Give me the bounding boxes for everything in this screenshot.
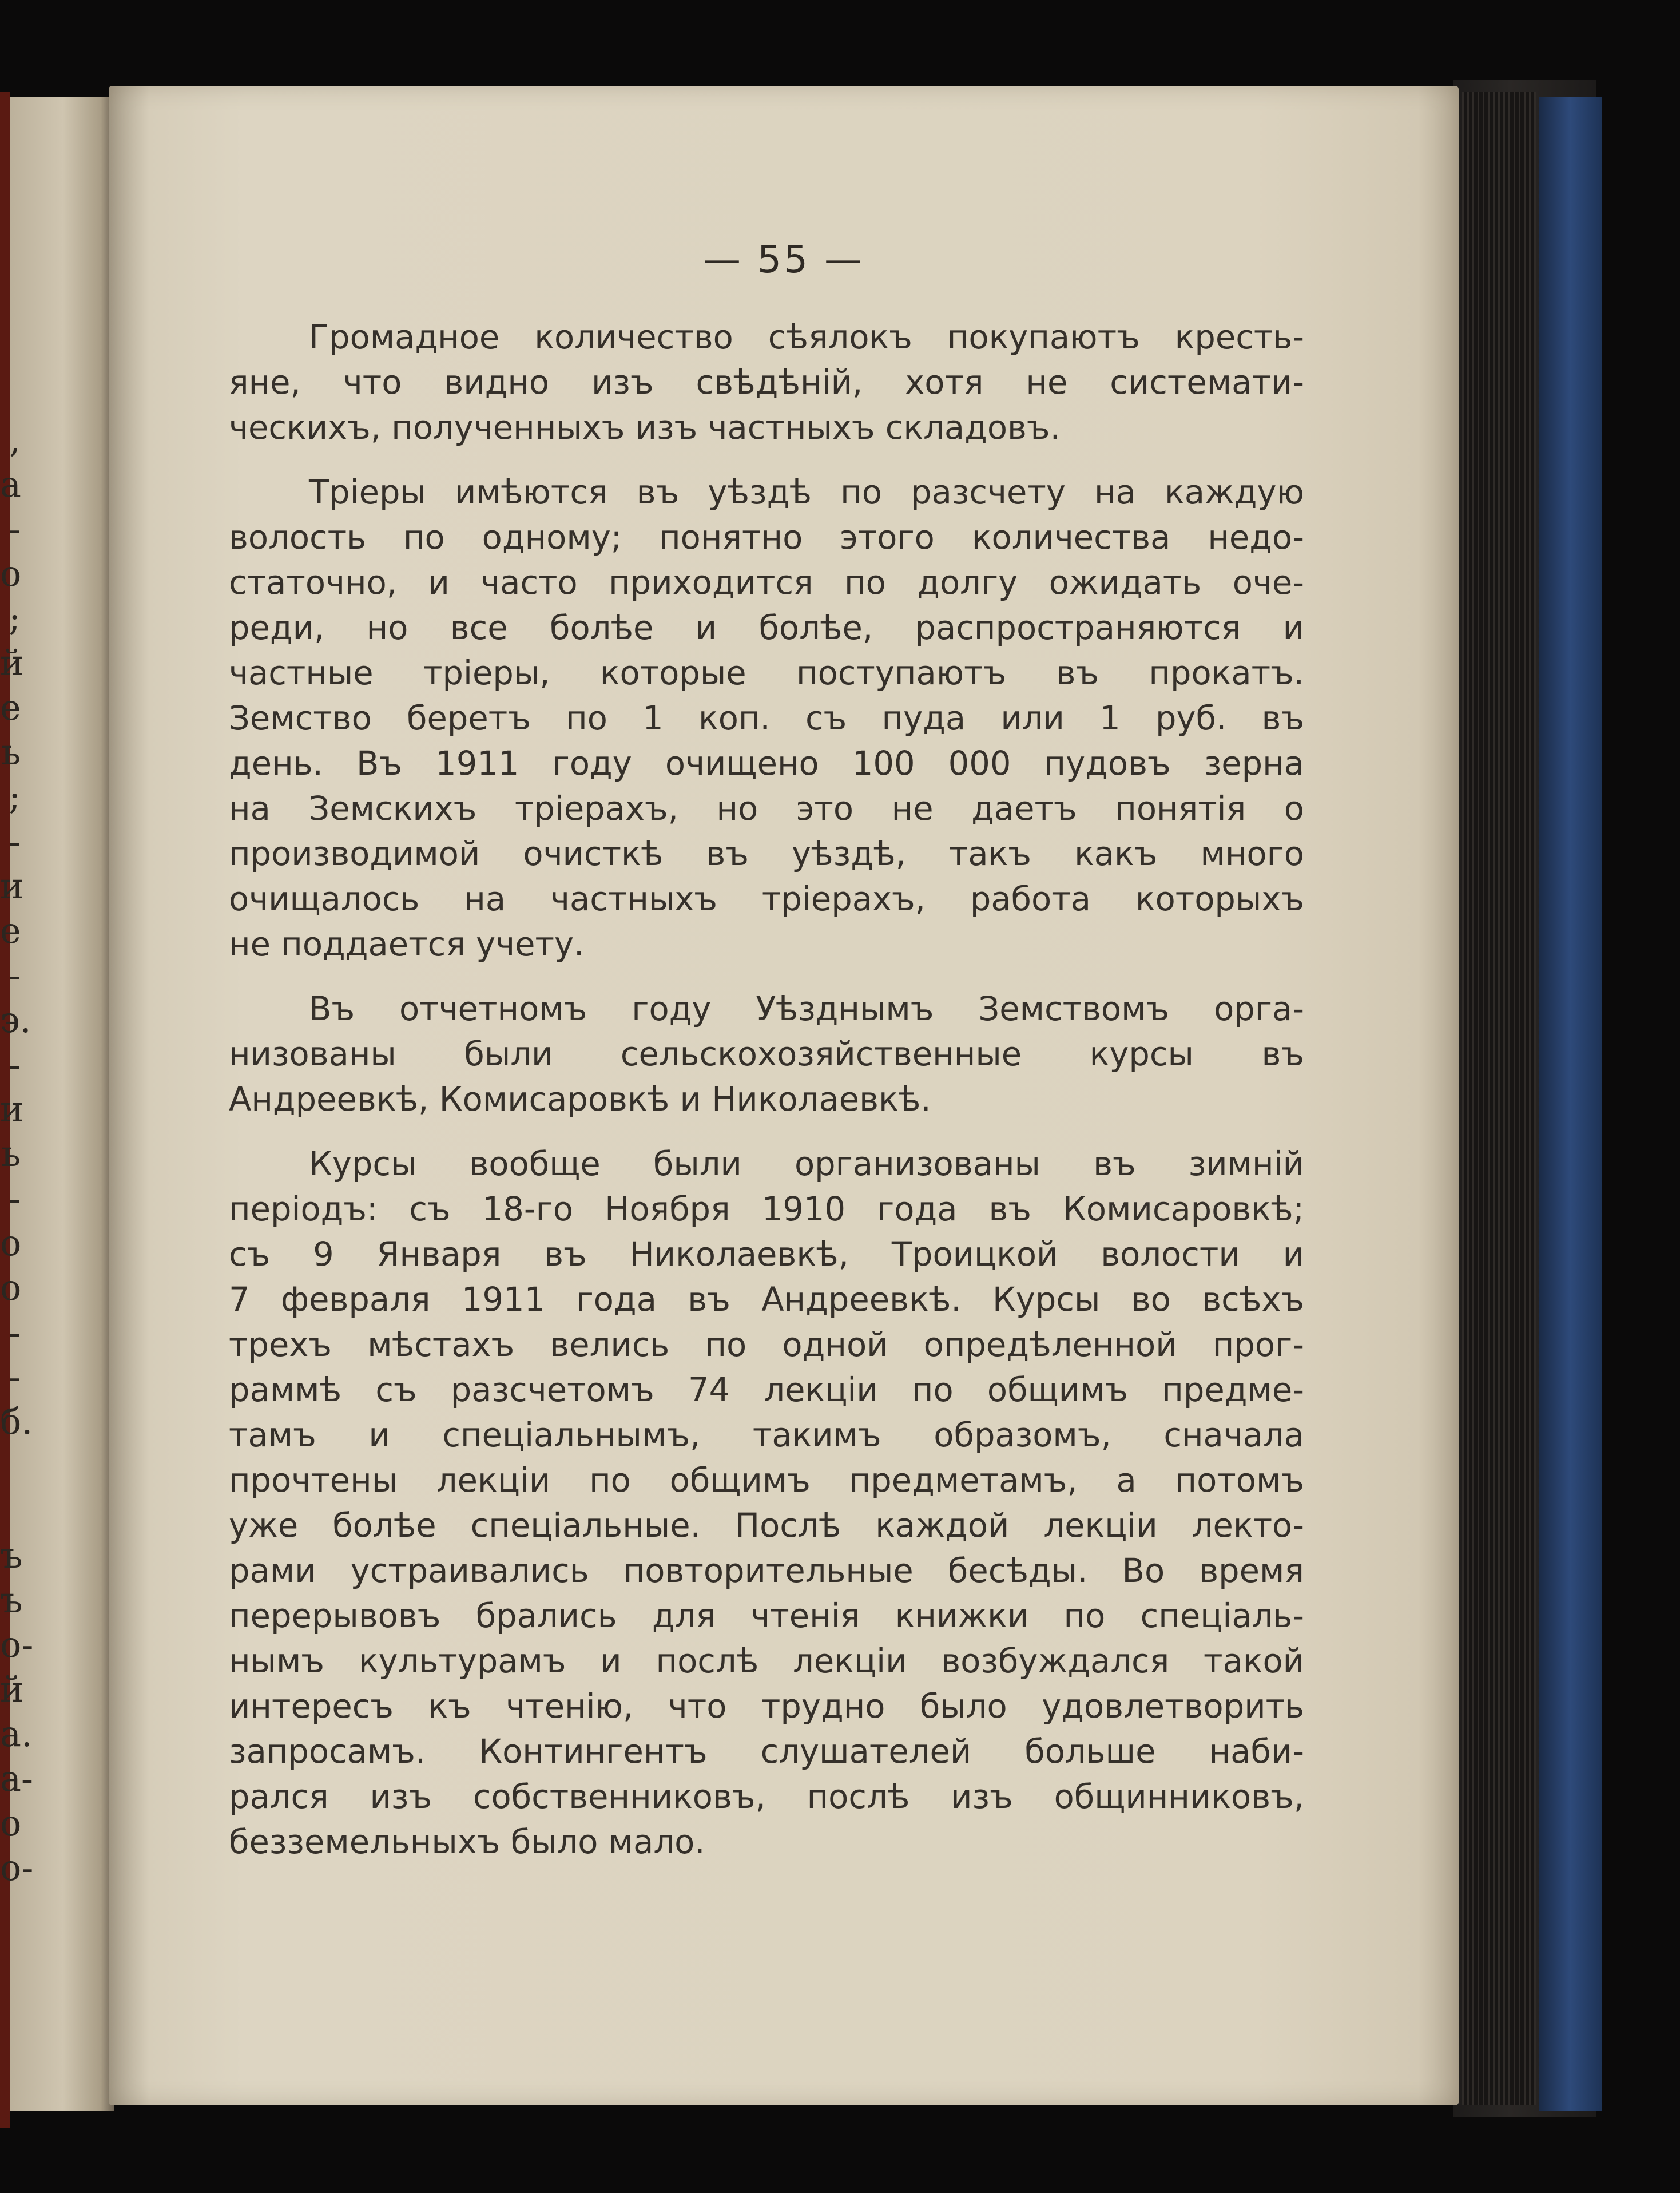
text-line: Громадное количество сѣялокъ покупаютъ кресть- bbox=[309, 318, 1304, 356]
text-line: съ 9 Января въ Николаевкѣ, Троицкой волости и bbox=[229, 1235, 1304, 1274]
text-line: прочтены лекціи по общимъ предметамъ, а потомъ bbox=[229, 1461, 1304, 1500]
left-page-line-end bbox=[0, 1444, 21, 1489]
page-block-edge bbox=[1462, 92, 1536, 2105]
text-line: уже болѣе спеціальные. Послѣ каждой лекціи лекто- bbox=[229, 1506, 1304, 1545]
text-line: Въ отчетномъ году Уѣзднымъ Земствомъ орга- bbox=[309, 990, 1304, 1028]
left-page-line-end: - bbox=[9, 1356, 21, 1398]
text-line: трехъ мѣстахъ велись по одной опредѣленной прог- bbox=[229, 1326, 1304, 1364]
text-line: день. Въ 1911 году очищено 100 000 пудовъ зерна bbox=[229, 744, 1304, 783]
left-page-line-end: а. bbox=[0, 1713, 33, 1755]
text-line: статочно, и часто приходится по долгу ожидать оче- bbox=[229, 564, 1304, 602]
left-page-line-end: ; bbox=[9, 597, 21, 639]
text-line: Андреевкѣ, Комисаровкѣ и Николаевкѣ. bbox=[229, 1080, 931, 1119]
left-page-line-end: - bbox=[9, 1311, 21, 1353]
left-page-line-end bbox=[0, 1489, 21, 1533]
text-line: частные тріеры, которые поступаютъ въ прокатъ. bbox=[229, 654, 1304, 692]
text-line: реди, но все болѣе и болѣе, распространяются и bbox=[229, 609, 1304, 647]
left-page-line-end: о bbox=[0, 1222, 22, 1264]
left-page-line-end: э. bbox=[0, 999, 31, 1041]
left-page-line-end: - bbox=[9, 508, 21, 550]
text-line: очищалось на частныхъ тріерахъ, работа которыхъ bbox=[229, 880, 1304, 918]
text-line: яне, что видно изъ свѣдѣній, хотя не системати- bbox=[229, 363, 1304, 402]
text-line: раммѣ съ разсчетомъ 74 лекціи по общимъ предме- bbox=[229, 1371, 1304, 1409]
blue-cover-edge bbox=[1539, 97, 1602, 2111]
text-line: не поддается учету. bbox=[229, 925, 585, 963]
text-line: производимой очисткѣ въ уѣздѣ, такъ какъ много bbox=[229, 835, 1304, 873]
paragraph bbox=[229, 986, 1304, 1122]
text-line: низованы были сельскохозяйственные курсы въ bbox=[229, 1035, 1304, 1073]
text-line: волость по одному; понятно этого количества недо- bbox=[229, 518, 1304, 557]
left-page-line-end: и bbox=[0, 1088, 24, 1130]
text-line: нымъ культурамъ и послѣ лекціи возбуждался такой bbox=[229, 1642, 1304, 1680]
paragraph bbox=[229, 315, 1304, 450]
left-page-line-end: о bbox=[0, 1267, 22, 1308]
left-page-line-end: и bbox=[0, 865, 24, 907]
left-page-line-end: о bbox=[0, 553, 22, 594]
text-line: Земство беретъ по 1 коп. съ пуда или 1 руб. въ bbox=[229, 699, 1304, 737]
paragraph bbox=[229, 1141, 1304, 1865]
left-page-line-end: й bbox=[0, 642, 24, 684]
text-line: запросамъ. Контингентъ слушателей больше наби- bbox=[229, 1732, 1304, 1771]
text-line: періодъ: съ 18-го Ноября 1910 года въ Комисаровкѣ; bbox=[229, 1190, 1304, 1228]
text-line: ческихъ, полученныхъ изъ частныхъ складовъ. bbox=[229, 409, 1061, 447]
text-line: 7 февраля 1911 года въ Андреевкѣ. Курсы во всѣхъ bbox=[229, 1280, 1304, 1319]
book-page bbox=[109, 86, 1459, 2105]
left-page-line-end: е bbox=[0, 687, 21, 728]
left-page-line-end: о- bbox=[0, 1847, 34, 1889]
left-page-line-end: , bbox=[9, 419, 21, 461]
left-page-line-end: - bbox=[9, 1044, 21, 1085]
left-page-line-end: - bbox=[9, 1177, 21, 1219]
text-line: на Земскихъ тріерахъ, но это не даетъ понятія о bbox=[229, 790, 1304, 828]
left-page-line-end: ь bbox=[1, 1133, 21, 1175]
text-line: Тріеры имѣются въ уѣздѣ по разсчету на каждую bbox=[309, 473, 1304, 511]
paragraph bbox=[229, 470, 1304, 967]
left-page-line-end: е bbox=[0, 910, 21, 951]
text-line: рался изъ собственниковъ, послѣ изъ общинниковъ, bbox=[229, 1778, 1304, 1816]
text-line: Курсы вообще были организованы въ зимній bbox=[309, 1145, 1304, 1183]
left-page-line-end: - bbox=[9, 820, 21, 862]
left-page-line-end: ь bbox=[1, 731, 21, 773]
left-page-line-end: а bbox=[0, 463, 21, 505]
text-line: рами устраивались повторительные бесѣды. Во время bbox=[229, 1552, 1304, 1590]
left-page-line-end: а- bbox=[0, 1758, 33, 1799]
text-line: тамъ и спеціальнымъ, такимъ образомъ, сначала bbox=[229, 1416, 1304, 1454]
page-text bbox=[229, 315, 1304, 1884]
text-line: безземельныхъ было мало. bbox=[229, 1823, 705, 1861]
text-line: перерывовъ брались для чтенія книжки по спеціаль- bbox=[229, 1597, 1304, 1635]
text-line: интересъ къ чтенію, что трудно было удовлетворить bbox=[229, 1687, 1304, 1726]
left-page-line-end: - bbox=[9, 954, 21, 996]
left-page-line-end: й bbox=[0, 1668, 24, 1710]
left-page-edge bbox=[0, 97, 114, 2111]
left-page-line-end: ; bbox=[9, 776, 21, 818]
left-page-line-end: о- bbox=[0, 1624, 34, 1665]
left-page-line-end: б. bbox=[0, 1401, 33, 1442]
page-number: — 55 — bbox=[703, 237, 864, 281]
left-page-line-end: ъ bbox=[0, 1579, 23, 1621]
left-page-line-ends bbox=[0, 418, 34, 1890]
left-page-line-end: ъ bbox=[0, 1534, 23, 1576]
left-page-line-end: о bbox=[0, 1802, 22, 1844]
